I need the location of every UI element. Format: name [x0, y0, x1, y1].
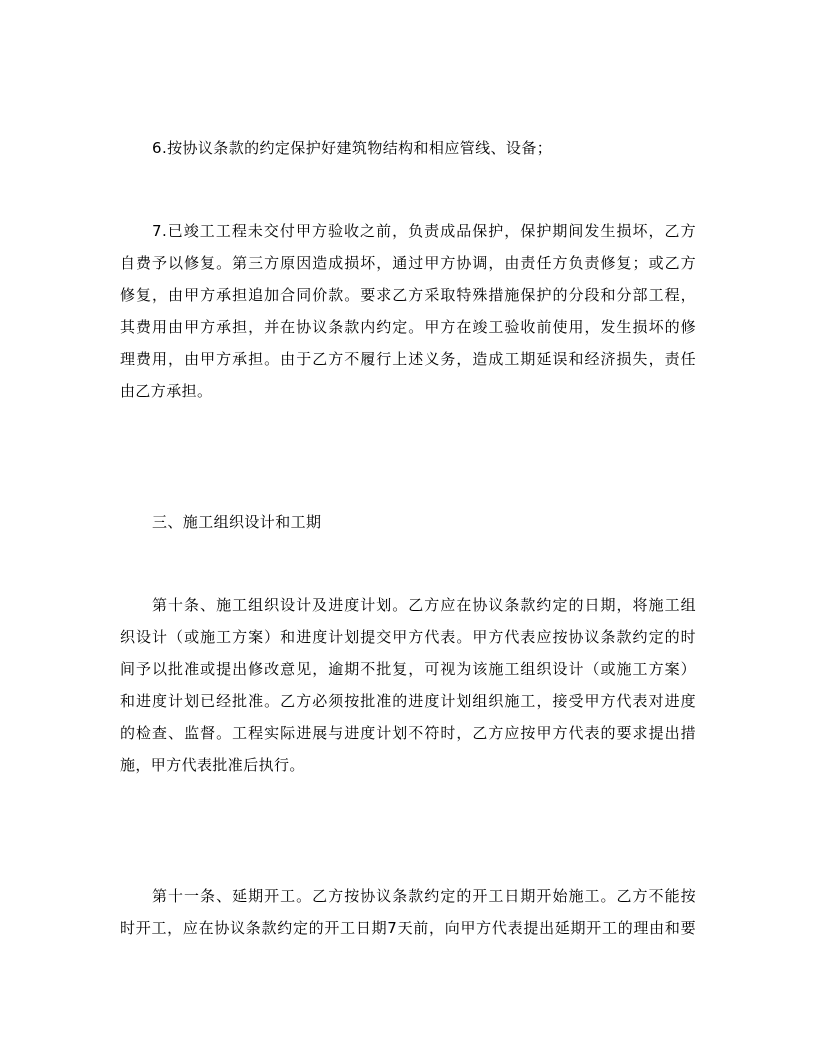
text-line: 修复，由甲方承担追加合同价款。要求乙方采取特殊措施保护的分段和分部工程， — [120, 286, 696, 304]
text-line: 织设计（或施工方案）和进度计划提交甲方代表。甲方代表应按协议条款约定的时 — [120, 628, 696, 646]
text-line: 理费用，由甲方承担。由于乙方不履行上述义务，造成工期延误和经济损失，责任 — [120, 350, 696, 368]
text-line: 6.按协议条款的约定保护好建筑物结构和相应管线、设备； — [152, 139, 553, 157]
text-line: 和进度计划已经批准。乙方必须按批准的进度计划组织施工，接受甲方代表对进度 — [120, 692, 696, 710]
paragraph-article-10 — [120, 589, 696, 781]
paragraph-item-7 — [120, 215, 696, 407]
text-line: 由乙方承担。 — [120, 382, 213, 400]
text-line: 时开工，应在协议条款约定的开工日期7天前，向甲方代表提出延期开工的理由和要 — [120, 919, 696, 937]
section-heading-text: 三、施工组织设计和工期 — [152, 513, 322, 531]
text-line: 7.已竣工工程未交付甲方验收之前，负责成品保护，保护期间发生损坏，乙方 — [152, 222, 696, 240]
paragraph-article-11 — [120, 880, 696, 944]
text-line: 的检查、监督。工程实际进展与进度计划不符时，乙方应按甲方代表的要求提出措 — [120, 724, 696, 742]
text-line: 自费予以修复。第三方原因造成损坏，通过甲方协调，由责任方负责修复；或乙方 — [120, 254, 696, 272]
text-line: 施，甲方代表批准后执行。 — [120, 756, 305, 774]
section-heading — [120, 506, 696, 538]
text-line: 第十条、施工组织设计及进度计划。乙方应在协议条款约定的日期，将施工组 — [152, 596, 696, 614]
text-line: 第十一条、延期开工。乙方按协议条款约定的开工日期开始施工。乙方不能按 — [152, 887, 696, 905]
text-line: 其费用由甲方承担，并在协议条款内约定。甲方在竣工验收前使用，发生损坏的修 — [120, 318, 696, 336]
paragraph-item-6 — [120, 132, 696, 164]
text-line: 间予以批准或提出修改意见，逾期不批复，可视为该施工组织设计（或施工方案） — [120, 660, 696, 678]
